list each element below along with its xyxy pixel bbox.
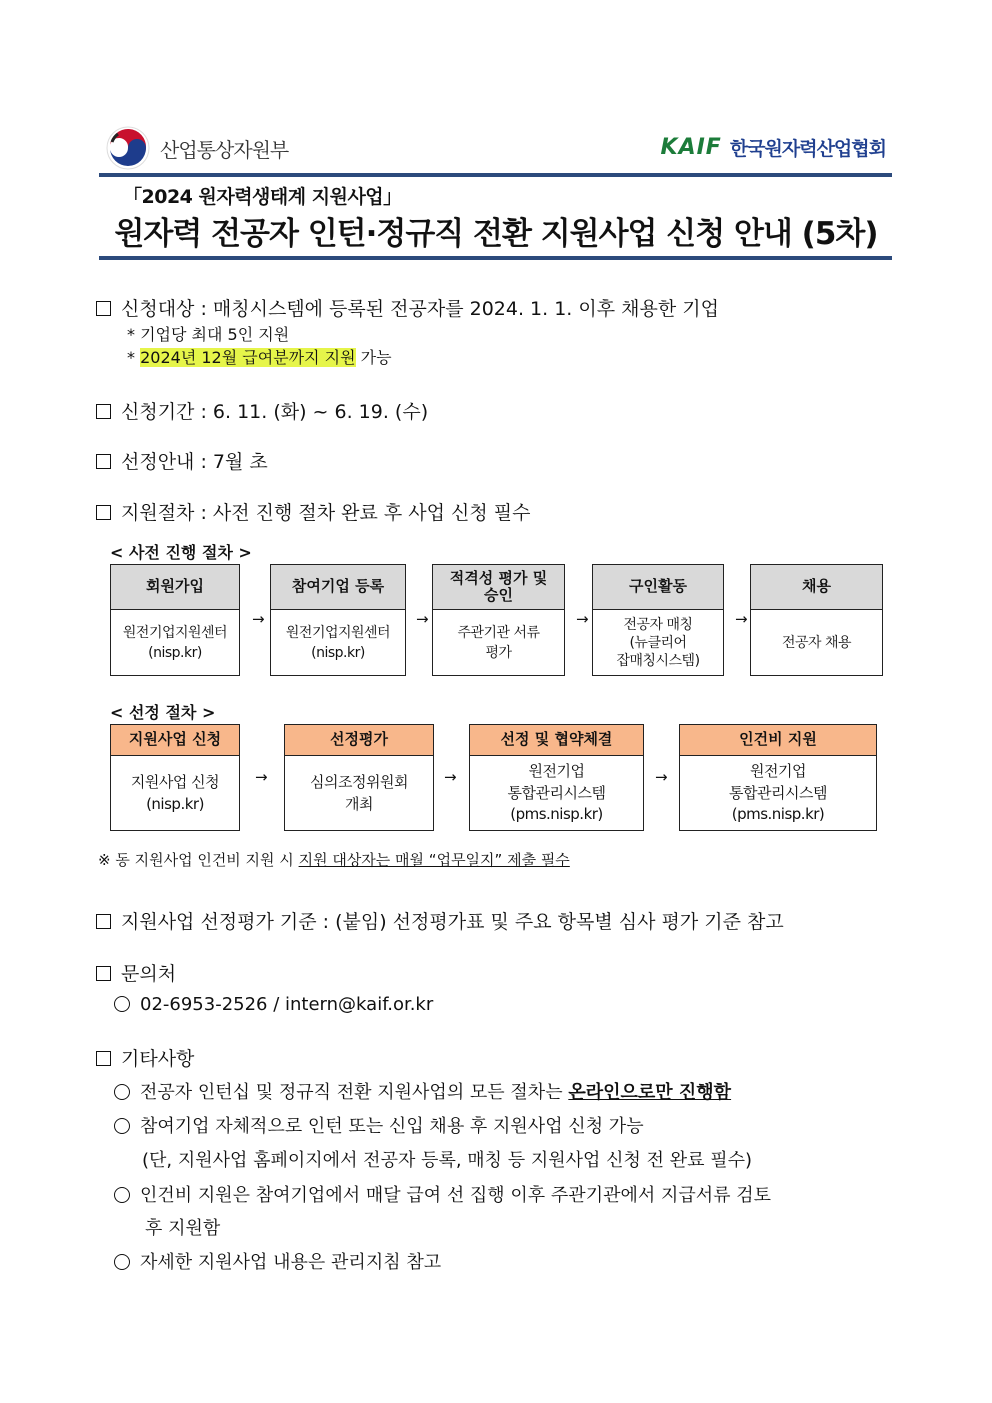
pre-step-body: 주관기관 서류 평가 [457,624,540,661]
etc-item-4 [114,1248,441,1274]
circle-bullet-icon [114,1254,130,1270]
sel-step-head: 선정평가 [285,725,433,756]
pre-step-body: 원전기업지원센터 (nisp.kr) [285,624,391,661]
selection-text: 선정안내 : 7월 초 [121,451,268,473]
title-rule-bottom [99,256,892,260]
note-suffix: 가능 [355,348,392,367]
contact-heading: 문의처 [121,963,177,985]
checkbox-bullet-icon [96,966,111,981]
sel-step-body: 원전기업 통합관리시스템 (pms.nisp.kr) [507,761,606,824]
checkbox-bullet-icon [96,914,111,929]
highlight-text: 2024년 12월 급여분까지 지원 [140,348,356,367]
circle-bullet-icon [114,996,130,1012]
pre-step-box [432,564,565,676]
sel-step-body: 심의조정위원회 개최 [310,772,408,813]
checkbox-bullet-icon [96,1051,111,1066]
checkbox-bullet-icon [96,301,111,316]
pre-step-box [110,564,240,676]
flow-arrow-icon: → [576,610,589,628]
procedure-text: 지원절차 : 사전 진행 절차 완료 후 사업 신청 필수 [121,502,531,524]
sel-step-head: 선정 및 협약체결 [470,725,643,756]
target-note-2 [127,345,392,368]
pre-process-label: < 사전 진행 절차 > [110,543,252,562]
etc-item-3-cont: 후 지원함 [145,1218,221,1239]
page-subtitle: 「2024 원자력생태계 지원사업」 [123,186,402,208]
kaif-logo [661,134,886,161]
pre-step-body: 전공자 채용 [781,634,852,651]
sel-step-body: 지원사업 신청 (nisp.kr) [130,772,220,813]
checkbox-bullet-icon [96,404,111,419]
checkbox-bullet-icon [96,454,111,469]
section-procedure [96,498,530,525]
ministry-logo [106,126,288,170]
sel-step-box [110,724,240,831]
etc-item-2 [114,1112,644,1138]
taeguk-emblem-icon [106,126,150,170]
flow-arrow-icon: → [252,610,265,628]
sel-step-box [469,724,644,831]
sel-step-box [679,724,877,831]
remark-note [98,849,570,870]
pre-step-head: 구인활동 [593,565,723,610]
kaif-name: 한국원자력산업협회 [729,138,886,160]
sel-step-head: 지원사업 신청 [111,725,239,756]
etc-heading: 기타사항 [121,1048,195,1070]
section-contact [96,959,176,986]
section-selection [96,447,268,474]
pre-step-head: 참여기업 등록 [271,565,405,610]
sel-step-body: 원전기업 통합관리시스템 (pms.nisp.kr) [729,761,827,824]
flow-arrow-icon: → [655,768,668,786]
period-text: 신청기간 : 6. 11. (화) ~ 6. 19. (수) [121,401,429,423]
section-target [96,294,719,321]
target-text: 신청대상 : 매칭시스템에 등록된 전공자를 2024. 1. 1. 이후 채용한 기업 [121,298,719,320]
circle-bullet-icon [114,1118,130,1134]
pre-step-box [750,564,883,676]
flow-arrow-icon: → [735,610,748,628]
etc-item-1-bold: 온라인으로만 진행함 [568,1082,732,1103]
pre-step-head: 적격성 평가 및 승인 [433,565,564,610]
flow-arrow-icon: → [444,768,457,786]
circle-bullet-icon [114,1187,130,1203]
remark-prefix: ※ 동 지원사업 인건비 지원 시 [98,851,299,869]
criteria-text: 지원사업 선정평가 기준 : (붙임) 선정평가표 및 주요 항목별 심사 평가 기준 참고 [121,911,784,933]
kaif-mark: KAIF [660,135,722,160]
etc-item-1-text: 전공자 인턴십 및 정규직 전환 지원사업의 모든 절차는 [140,1082,569,1103]
section-period [96,397,428,424]
page-title: 원자력 전공자 인턴·정규직 전환 지원사업 신청 안내 (5차) [114,216,878,252]
flow-arrow-icon: → [255,768,268,786]
pre-step-head: 회원가입 [111,565,239,610]
pre-step-body: 원전기업지원센터 (nisp.kr) [122,624,228,661]
remark-underlined: 지원 대상자는 매월 “업무일지” 제출 필수 [298,851,570,869]
note-prefix: * [127,348,141,367]
section-etc [96,1044,194,1071]
target-note-1: * 기업당 최대 5인 지원 [127,325,290,344]
etc-item-2-text: 참여기업 자체적으로 인턴 또는 신입 채용 후 지원사업 신청 가능 [140,1116,644,1137]
section-criteria [96,907,784,934]
contact-text: 02-6953-2526 / intern@kaif.or.kr [140,994,434,1015]
pre-step-head: 채용 [751,565,882,610]
etc-item-3-text: 인건비 지원은 참여기업에서 매달 급여 선 집행 이후 주관기관에서 지급서류 검토 [140,1185,772,1206]
ministry-name: 산업통상자원부 [160,137,289,162]
etc-item-2-cont: (단, 지원사업 홈페이지에서 전공자 등록, 매칭 등 지원사업 신청 전 완료 필수) [142,1150,753,1171]
pre-step-box [592,564,724,676]
pre-step-box [270,564,406,676]
flow-arrow-icon: → [416,610,429,628]
etc-item-4-text: 자세한 지원사업 내용은 관리지침 참고 [140,1252,442,1273]
title-rule-top [99,173,892,177]
etc-item-1 [114,1078,731,1104]
sel-step-box [284,724,434,831]
sel-step-head: 인건비 지원 [680,725,876,756]
etc-item-3 [114,1181,771,1207]
circle-bullet-icon [114,1084,130,1100]
pre-step-body: 전공자 매칭 (뉴클리어 잡매칭시스템) [616,616,700,670]
contact-line [114,994,433,1015]
checkbox-bullet-icon [96,505,111,520]
sel-process-label: < 선정 절차 > [110,703,216,722]
